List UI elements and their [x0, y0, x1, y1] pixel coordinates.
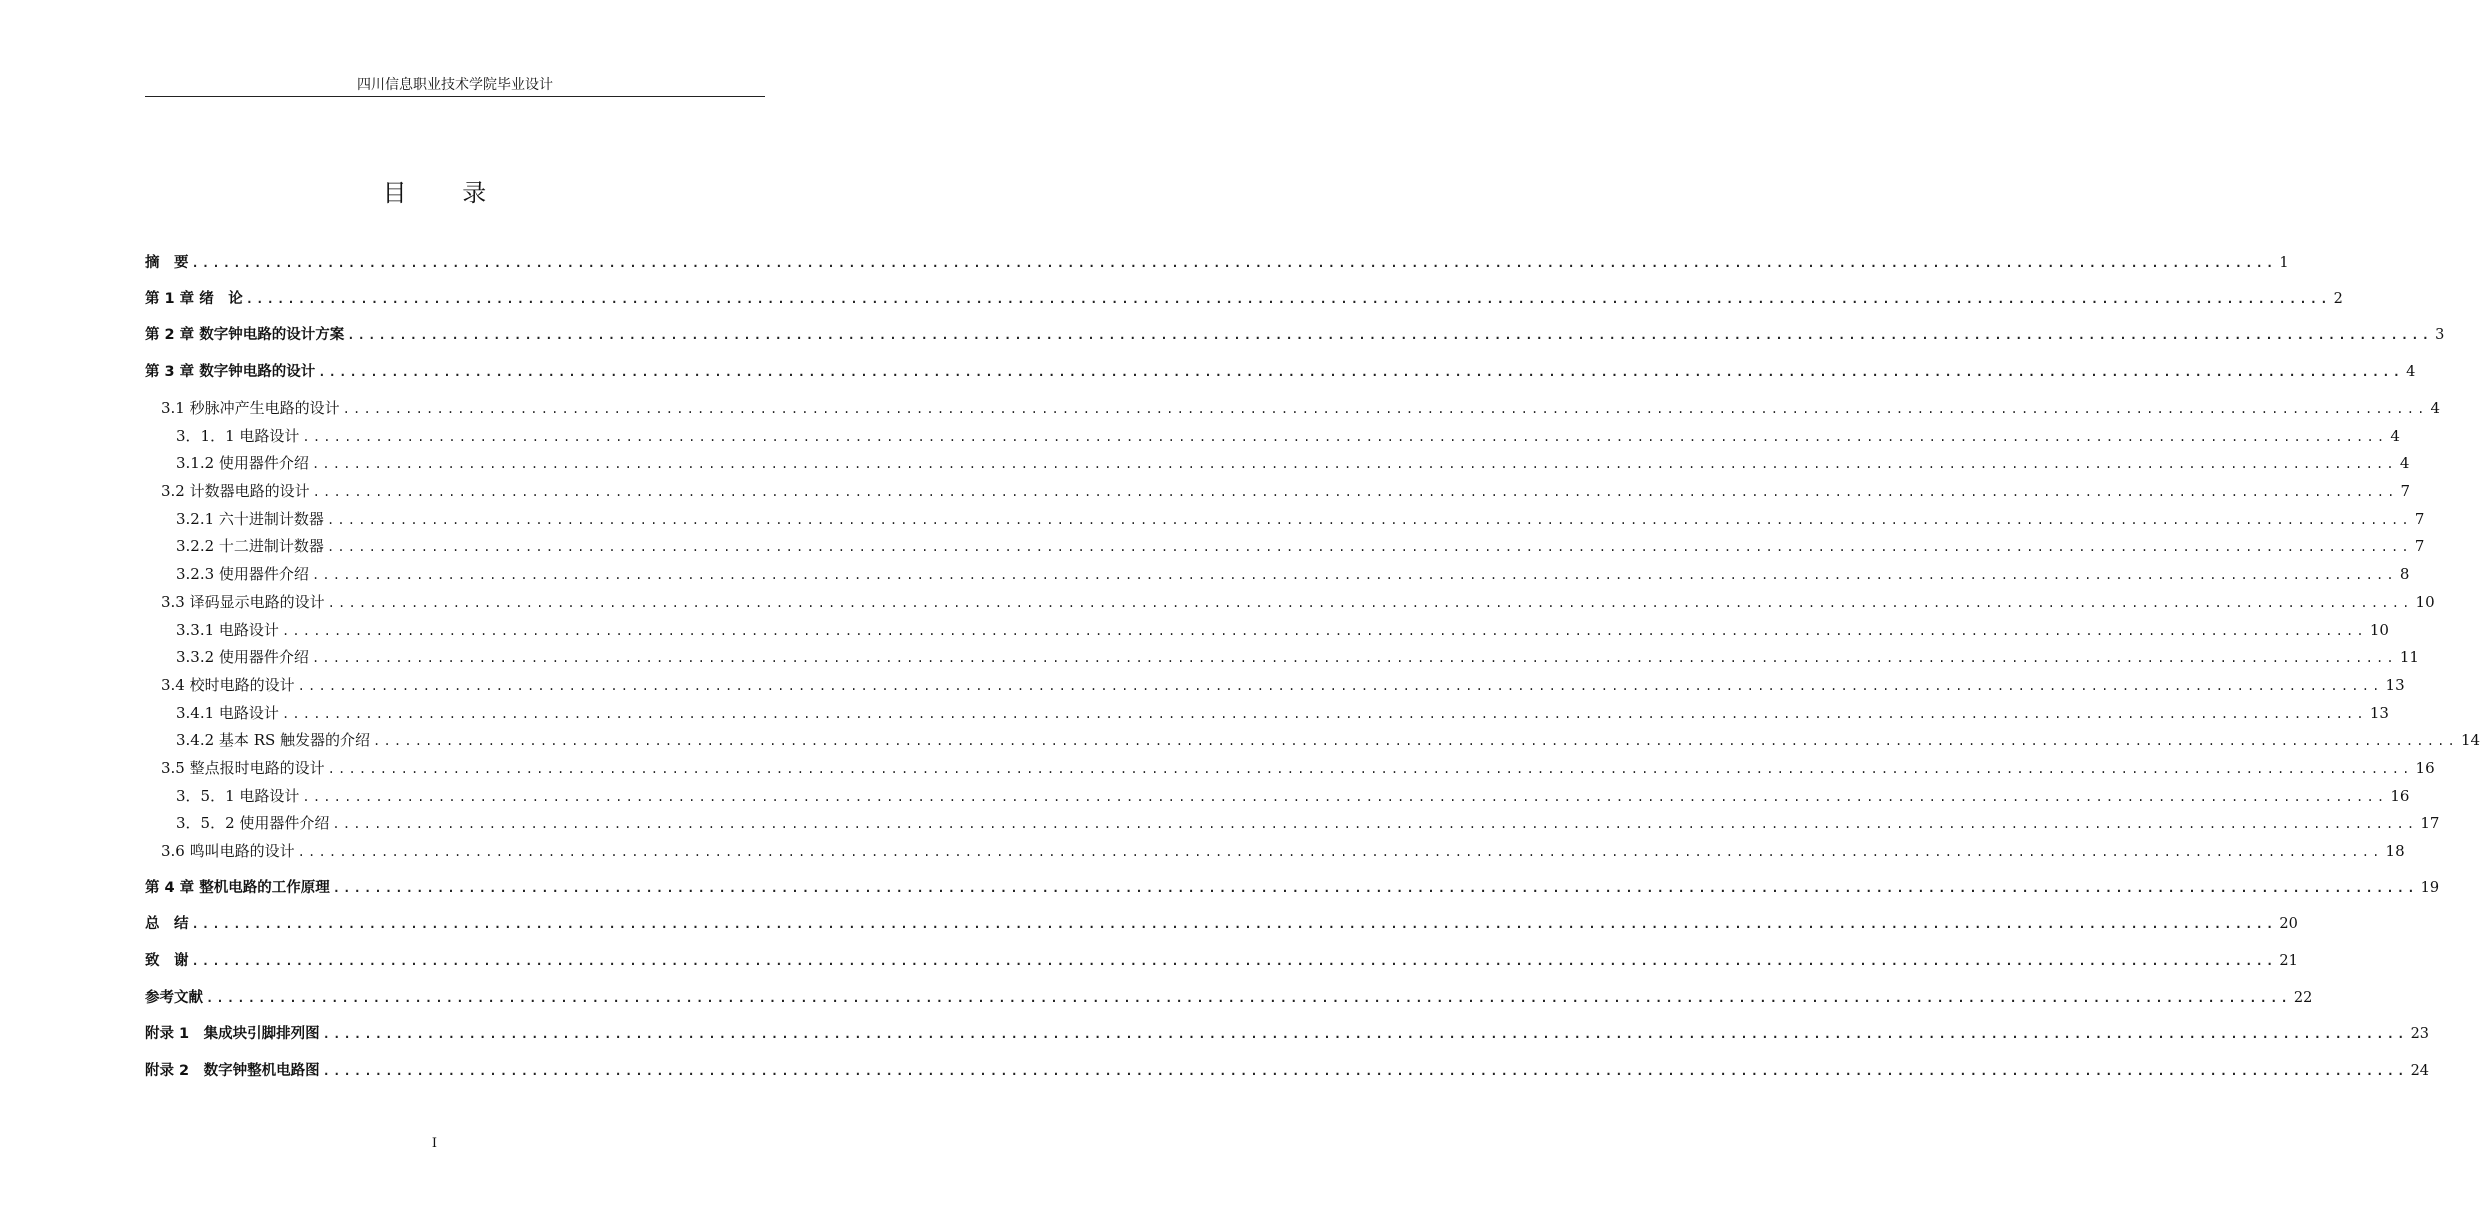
- toc-leader: ........................................................................................................................................................................................................: [373, 734, 2458, 748]
- toc-page-number: 16: [2415, 759, 2435, 777]
- toc-label: 3.3 译码显示电路的设计: [161, 593, 325, 611]
- toc-leader: ........................................................................................................................................................................................................: [326, 540, 2412, 554]
- toc-leader: ........................................................................................................................................................................................................: [326, 513, 2412, 527]
- toc-entry[interactable]: [145, 362, 2416, 382]
- toc-entry[interactable]: [176, 536, 2425, 556]
- toc-page-number: 10: [2415, 593, 2435, 611]
- toc-page-number: 13: [2385, 676, 2405, 694]
- toc-leader: ........................................................................................................................................................................................................: [312, 485, 2398, 499]
- toc-leader: ........................................................................................................................................................................................................: [322, 1064, 2408, 1078]
- toc-entry[interactable]: [145, 325, 2445, 345]
- toc-entry[interactable]: [145, 878, 2440, 898]
- toc-entry[interactable]: [176, 564, 2410, 584]
- toc-label: 第 1 章 绪 论: [145, 291, 243, 307]
- toc-entry[interactable]: [176, 813, 2440, 833]
- toc-leader: ........................................................................................................................................................................................................: [327, 762, 2413, 776]
- toc-entry[interactable]: [176, 509, 2425, 529]
- toc-entry[interactable]: [145, 1061, 2430, 1081]
- toc-page-number: 16: [2390, 787, 2410, 805]
- toc-entry[interactable]: [161, 592, 2435, 612]
- toc-page-number: 1: [2279, 255, 2289, 271]
- toc-label: 3.2.2 十二进制计数器: [176, 537, 324, 555]
- toc-entry[interactable]: [176, 730, 2480, 750]
- page-title: 目 录: [382, 179, 511, 207]
- toc-page-number: 21: [2279, 953, 2298, 969]
- toc-entry[interactable]: [176, 453, 2410, 473]
- toc-entry[interactable]: [176, 786, 2410, 806]
- toc-entry[interactable]: [161, 841, 2405, 861]
- toc-label: 3.1.2 使用器件介绍: [176, 454, 309, 472]
- toc-leader: ........................................................................................................................................................................................................: [347, 328, 2433, 342]
- toc-label: 参考文献: [145, 990, 203, 1006]
- toc-leader: ........................................................................................................................................................................................................: [245, 292, 2331, 306]
- toc-label: 3.2.3 使用器件介绍: [176, 565, 309, 583]
- toc-entry[interactable]: [145, 289, 2343, 309]
- toc-page-number: 7: [2400, 482, 2411, 500]
- toc-label: 3.2.1 六十进制计数器: [176, 510, 324, 528]
- toc-page-number: 10: [2369, 621, 2389, 639]
- toc-page-number: 13: [2369, 704, 2389, 722]
- toc-page-number: 23: [2410, 1026, 2430, 1042]
- toc-label: 3．5．2 使用器件介绍: [176, 814, 330, 832]
- toc-page-number: 4: [2430, 399, 2441, 417]
- toc-leader: ........................................................................................................................................................................................................: [318, 365, 2404, 379]
- toc-label: 3.2 计数器电路的设计: [161, 482, 310, 500]
- toc-page-number: 4: [2390, 427, 2400, 445]
- toc-entry[interactable]: [145, 951, 2298, 971]
- toc-leader: ........................................................................................................................................................................................................: [342, 402, 2428, 416]
- toc-page-number: 20: [2279, 916, 2298, 932]
- toc-leader: ........................................................................................................................................................................................................: [332, 881, 2418, 895]
- toc-leader: ........................................................................................................................................................................................................: [311, 457, 2397, 471]
- toc-entry[interactable]: [176, 620, 2389, 640]
- toc-leader: ........................................................................................................................................................................................................: [327, 596, 2413, 610]
- toc-page-number: 11: [2399, 648, 2419, 666]
- toc-entry[interactable]: [176, 703, 2389, 723]
- toc-leader: ........................................................................................................................................................................................................: [332, 817, 2418, 831]
- toc-page-number: 14: [2460, 731, 2480, 749]
- toc-label: 3．1．1 电路设计: [176, 427, 300, 445]
- toc-page-number: 4: [2406, 364, 2416, 380]
- toc-label: 附录 1 集成块引脚排列图: [145, 1026, 320, 1042]
- toc-entry[interactable]: [145, 988, 2313, 1008]
- toc-entry[interactable]: [176, 647, 2419, 667]
- toc-entry[interactable]: [161, 398, 2441, 418]
- toc-leader: ........................................................................................................................................................................................................: [322, 1027, 2408, 1041]
- toc-label: 附录 2 数字钟整机电路图: [145, 1063, 320, 1079]
- toc-entry[interactable]: [145, 253, 2289, 273]
- page-number: I: [431, 1136, 438, 1151]
- toc-leader: ........................................................................................................................................................................................................: [311, 651, 2397, 665]
- toc-leader: ........................................................................................................................................................................................................: [191, 256, 2277, 270]
- running-header: 四川信息职业技术学院毕业设计: [357, 77, 553, 93]
- toc-entry[interactable]: [161, 481, 2411, 501]
- toc-page-number: 7: [2414, 510, 2425, 528]
- toc-page-number: 8: [2399, 565, 2410, 583]
- toc-page-number: 3: [2435, 327, 2445, 343]
- header-divider: [145, 96, 765, 97]
- toc-label: 第 4 章 整机电路的工作原理: [145, 880, 330, 896]
- toc-leader: ........................................................................................................................................................................................................: [191, 954, 2277, 968]
- toc-label: 第 2 章 数字钟电路的设计方案: [145, 327, 345, 343]
- toc-label: 3.4.2 基本 RS 触发器的介绍: [176, 731, 371, 749]
- toc-entry[interactable]: [161, 675, 2405, 695]
- toc-page-number: 7: [2414, 537, 2425, 555]
- toc-label: 3.6 鸣叫电路的设计: [161, 842, 295, 860]
- toc-entry[interactable]: [145, 914, 2298, 934]
- toc-label: 3.5 整点报时电路的设计: [161, 759, 325, 777]
- toc-label: 3.3.2 使用器件介绍: [176, 648, 309, 666]
- toc-leader: ........................................................................................................................................................................................................: [191, 917, 2277, 931]
- toc-leader: ........................................................................................................................................................................................................: [281, 624, 2367, 638]
- toc-label: 第 3 章 数字钟电路的设计: [145, 364, 316, 380]
- toc-page-number: 18: [2385, 842, 2405, 860]
- toc-leader: ........................................................................................................................................................................................................: [206, 991, 2291, 1005]
- toc-entry[interactable]: [145, 1024, 2430, 1044]
- toc-page-number: 2: [2333, 291, 2343, 307]
- toc-label: 致 谢: [145, 953, 189, 969]
- toc-page-number: 4: [2399, 454, 2410, 472]
- toc-label: 3.1 秒脉冲产生电路的设计: [161, 399, 340, 417]
- toc-label: 摘 要: [145, 255, 189, 271]
- toc-label: 3．5．1 电路设计: [176, 787, 300, 805]
- toc-page-number: 19: [2420, 880, 2440, 896]
- toc-leader: ........................................................................................................................................................................................................: [302, 790, 2388, 804]
- toc-entry[interactable]: [176, 426, 2400, 446]
- toc-label: 3.4 校时电路的设计: [161, 676, 295, 694]
- toc-leader: ........................................................................................................................................................................................................: [302, 430, 2388, 444]
- toc-leader: ........................................................................................................................................................................................................: [297, 845, 2383, 859]
- toc-page-number: 22: [2293, 990, 2313, 1006]
- toc-label: 3.4.1 电路设计: [176, 704, 279, 722]
- toc-leader: ........................................................................................................................................................................................................: [297, 679, 2383, 693]
- toc-page-number: 24: [2410, 1063, 2430, 1079]
- toc-label: 总 结: [145, 916, 189, 932]
- toc-leader: ........................................................................................................................................................................................................: [311, 568, 2397, 582]
- toc-leader: ........................................................................................................................................................................................................: [281, 707, 2367, 721]
- toc-page-number: 17: [2420, 814, 2440, 832]
- toc-label: 3.3.1 电路设计: [176, 621, 279, 639]
- toc-entry[interactable]: [161, 758, 2435, 778]
